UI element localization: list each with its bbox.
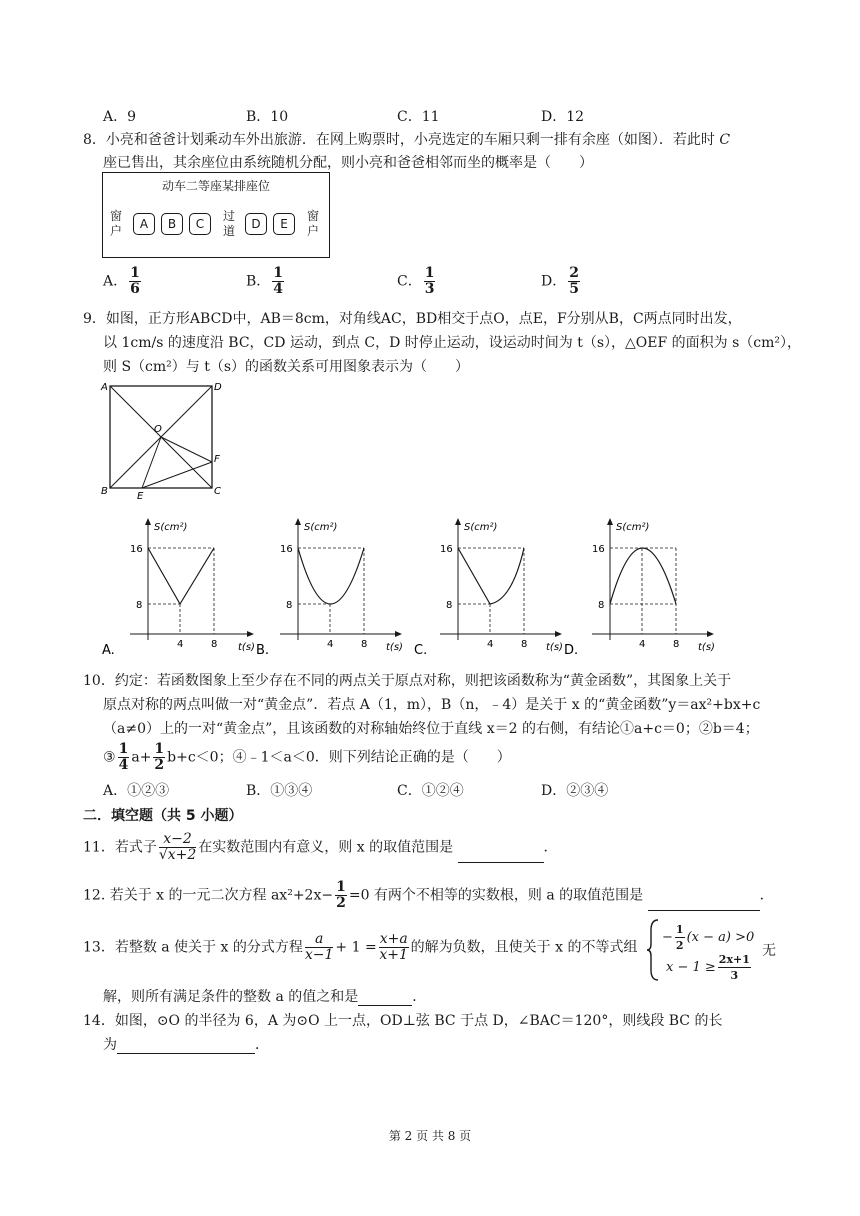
label-f: F (214, 454, 220, 465)
q10-option-d: D．②③④ (541, 783, 609, 799)
q8-option-b: B． $\frac{1}{4}$ (246, 265, 284, 297)
q9-graph-b (240, 514, 403, 660)
q9-graph-a (100, 514, 260, 660)
seat-a: A (133, 213, 155, 235)
svg-text:C.: C. (414, 643, 428, 658)
seat-diagram-title: 动车二等座某排座位 (161, 179, 270, 193)
window-left-label: 窗 户 (110, 209, 123, 238)
label-d: D (214, 382, 222, 393)
q10-line4: ③ $\frac{1}{4}$ a+ $\frac{1}{2}$ b+c＜0；④﹣1＜a＜0．则下列结论正确的是（ ） (103, 741, 511, 773)
page-footer: 第 2 页 共 8 页 (388, 1129, 472, 1143)
q13-answer-blank[interactable] (358, 1005, 412, 1006)
q9-line1: 9．如图，正方形ABCD中，AB＝8cm，对角线AC，BD相交于点O，点E，F分别从B，C两点同时出发， (83, 311, 742, 327)
label-a: A (101, 382, 108, 393)
q12-line: 12. 若关于 x 的一元二次方程 ax²+2x− $\frac{1}{2}$ =0 有两个不相等的实数根，则 a 的取值范围是 ． (83, 879, 774, 911)
svg-text:4: 4 (177, 639, 184, 650)
square-figure (98, 378, 228, 500)
svg-text:8: 8 (673, 639, 680, 650)
q7-option-a: A．9 (103, 109, 137, 125)
svg-text:8: 8 (521, 639, 528, 650)
svg-text:4: 4 (487, 639, 494, 650)
seat-diagram (102, 172, 330, 258)
q10-option-b: B．①③④ (246, 783, 313, 799)
aisle-label: 过 道 (223, 209, 236, 238)
q7-option-d: D．12 (541, 109, 585, 125)
svg-text:t(s): t(s) (546, 642, 563, 653)
q12-answer-blank[interactable] (648, 910, 760, 911)
section-fill-in: 二．填空题（共 5 小题） (83, 808, 243, 824)
q11-line: 11．若式子 $\frac{x-2}{√x+2}$ 在实数范围内有意义，则 x 的取值范围是 ． (83, 831, 558, 863)
seat-d: D (245, 213, 267, 235)
svg-text:S(cm²): S(cm²) (616, 522, 650, 533)
svg-text:S(cm²): S(cm²) (464, 522, 498, 533)
label-c: C (214, 486, 221, 497)
svg-text:8: 8 (136, 600, 143, 611)
q8-option-d: D． $\frac{2}{5}$ (541, 265, 579, 297)
svg-text:t(s): t(s) (386, 642, 403, 653)
svg-text:D.: D. (564, 643, 579, 658)
svg-text:S(cm²): S(cm²) (154, 522, 188, 533)
q14-line1: 14．如图，⊙O 的半径为 6，A 为⊙O 上一点，OD⊥弦 BC 于点 D，∠BAC＝120°，则线段 BC 的长 (83, 1013, 723, 1029)
label-o: O (154, 424, 162, 435)
q13-line1-end: 无 (762, 943, 776, 959)
label-b: B (101, 486, 108, 497)
q8-line1: 8．小亮和爸爸计划乘动车外出旅游．在网上购票时，小亮选定的车厢只剩一排有余座（如图）．若此时 C (83, 132, 731, 148)
q13-line1: 13．若整数 a 使关于 x 的分式方程 $\frac{a}{x-1}$ + 1 = $\frac{x+a}{x+1}$ 的解为负数，且使关于 x 的不等式组 (83, 931, 638, 963)
seat-b: B (161, 213, 183, 235)
svg-text:B.: B. (256, 643, 270, 658)
window-right-label: 窗 户 (307, 209, 320, 238)
inequality-brace (646, 918, 660, 982)
svg-text:8: 8 (598, 600, 605, 611)
q8-line2: 座已售出，其余座位由系统随机分配，则小亮和爸爸相邻而坐的概率是（ ） (103, 155, 593, 171)
q13-ineq2: x − 1 ≥ $\frac{2x+1}{3}$ (666, 953, 750, 982)
q9-graph-c (400, 514, 563, 660)
label-e: E (137, 491, 144, 502)
svg-text:4: 4 (327, 639, 334, 650)
q10-line2: 原点对称的两点叫做一对“黄金点”．若点 A（1，m），B（n，﹣4）是关于 x 的“黄金函数”y＝ax²+bx+c (103, 697, 761, 713)
q10-line3: （a≠0）上的一对“黄金点”，且该函数的对称轴始终位于直线 x＝2 的右侧，有结论①a+c＝0；②b＝4； (103, 721, 759, 737)
svg-text:16: 16 (440, 544, 453, 555)
q10-line1: 10．约定：若函数图象上至少存在不同的两点关于原点对称，则把该函数称为“黄金函数”，其图象上关于 (83, 673, 732, 689)
q14-answer-blank[interactable] (117, 1053, 255, 1054)
q7-option-c: C．11 (397, 109, 440, 125)
q8-option-c: C． $\frac{1}{3}$ (397, 265, 435, 297)
q9-line3: 则 S（cm²）与 t（s）的函数关系可用图象表示为（ ） (103, 359, 470, 375)
q9-line2: 以 1cm/s 的速度沿 BC，CD 运动，到点 C，D 时停止运动，设运动时间为 t（s），△OEF 的面积为 s（cm²）， (103, 335, 802, 351)
svg-text:8: 8 (211, 639, 218, 650)
seat-c: C (189, 213, 211, 235)
svg-text:t(s): t(s) (238, 642, 255, 653)
q9-graph-d (560, 514, 720, 660)
svg-text:16: 16 (280, 544, 293, 555)
q14-line2: 为 ． (103, 1037, 269, 1053)
q8-option-a: A． $\frac{1}{6}$ (103, 265, 140, 297)
svg-text:8: 8 (286, 600, 293, 611)
svg-text:t(s): t(s) (698, 642, 715, 653)
svg-text:A.: A. (102, 643, 115, 658)
q13-line2: 解，则所有满足条件的整数 a 的值之和是 ． (103, 989, 427, 1005)
svg-text:8: 8 (361, 639, 368, 650)
svg-text:4: 4 (639, 639, 646, 650)
svg-text:S(cm²): S(cm²) (304, 522, 338, 533)
q10-option-c: C．①②④ (397, 783, 464, 799)
q13-ineq1: − $\frac{1}{2}$ (x − a) >0 (662, 923, 755, 952)
q10-option-a: A．①②③ (103, 783, 170, 799)
q11-answer-blank[interactable] (458, 862, 544, 863)
svg-text:16: 16 (130, 544, 143, 555)
seat-e: E (273, 213, 295, 235)
svg-text:16: 16 (592, 544, 605, 555)
q7-option-b: B．10 (246, 109, 289, 125)
svg-text:8: 8 (446, 600, 453, 611)
